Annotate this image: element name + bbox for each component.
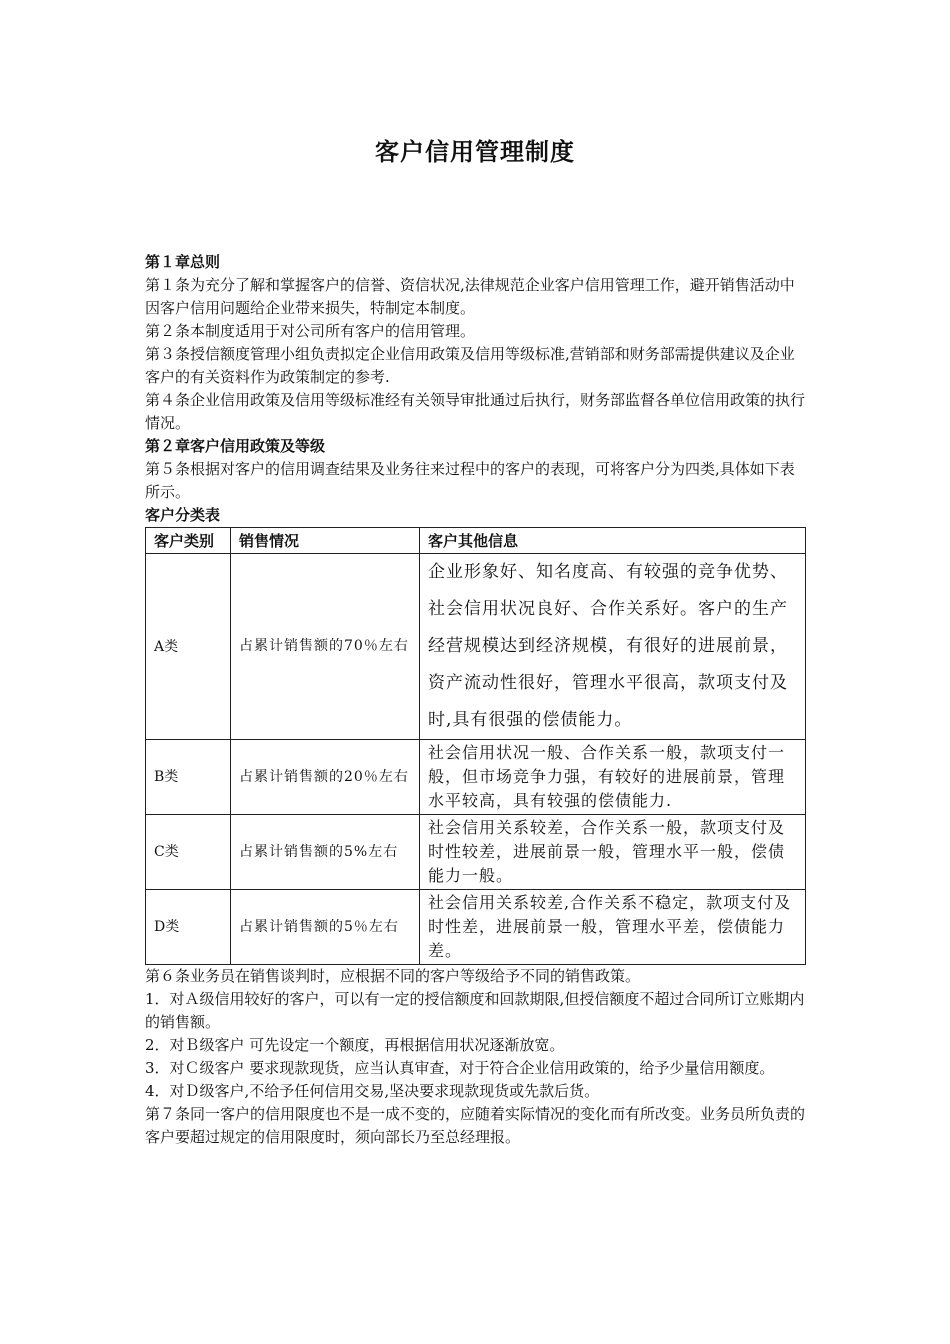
header-info: 客户其他信息 (420, 528, 806, 554)
info-cell: 社会信用关系较差,合作关系不稳定，款项支付及时性差，进展前景一般，管理水平差，偿债能力差。 (420, 890, 806, 965)
article-2: 第２条本制度适用于对公司所有客户的信用管理。 (145, 322, 476, 340)
policy-item-4: 4．对Ｄ级客户,不给予任何信用交易,坚决要求现款现货或先款后货。 (145, 1082, 600, 1100)
article-6: 第６条业务员在销售谈判时，应根据不同的客户等级给予不同的销售政策。 (145, 967, 641, 985)
policy-item-3: 3．对Ｃ级客户 要求现款现货，应当认真审查，对于符合企业信用政策的，给予少量信用额度。 (145, 1059, 775, 1077)
table-row (146, 740, 806, 815)
info-cell: 企业形象好、知名度高、有较强的竞争优势、社会信用状况良好、合作关系好。客户的生产经营规模达到经济规模，有很好的进展前景，资产流动性很好，管理水平很高，款项支付及时,具有很强的偿债能力。 (420, 554, 806, 740)
sales-cell: 占累计销售额的70％左右 (231, 554, 420, 740)
info-cell: 社会信用关系较差，合作关系一般，款项支付及时性较差，进展前景一般，管理水平一般，偿债能力一般。 (420, 815, 806, 890)
category-cell: C类 (146, 815, 231, 890)
sales-cell: 占累计销售额的20％左右 (231, 740, 420, 815)
sales-cell: 占累计销售额的5%左右 (231, 815, 420, 890)
chapter-1-heading: 第１章总则 (145, 253, 221, 271)
policy-item-2: 2．对Ｂ级客户 可先设定一个额度，再根据信用状况逐渐放宽。 (145, 1036, 565, 1054)
info-cell: 社会信用状况一般、合作关系一般，款项支付一般，但市场竞争力强，有较好的进展前景，管理水平较高，具有较强的偿债能力. (420, 740, 806, 815)
table-row (146, 815, 806, 890)
article-1: 第１条为充分了解和掌握客户的信誉、资信状况,法律规范企业客户信用管理工作，避开销售活动中因客户信用问题给企业带来损失，特制定本制度。 (145, 276, 795, 317)
document-title: 客户信用管理制度 (375, 138, 575, 166)
customer-classification-table (145, 527, 806, 965)
table-header-row (146, 528, 806, 554)
sales-cell: 占累计销售额的5％左右 (231, 890, 420, 965)
table-caption: 客户分类表 (145, 506, 221, 524)
category-cell: D类 (146, 890, 231, 965)
header-sales: 销售情况 (231, 528, 420, 554)
article-5: 第５条根据对客户的信用调查结果及业务往来过程中的客户的表现，可将客户分为四类,具体如下表所示。 (145, 460, 795, 501)
chapter-2-heading: 第２章客户信用政策及等级 (145, 437, 326, 455)
policy-item-1: 1．对Ａ级信用较好的客户，可以有一定的授信额度和回款期限,但授信额度不超过合同所订立账期内的销售额。 (145, 990, 805, 1031)
category-cell: A类 (146, 554, 231, 740)
table-row (146, 890, 806, 965)
article-3: 第３条授信额度管理小组负责拟定企业信用政策及信用等级标准,营销部和财务部需提供建议及企业客户的有关资料作为政策制定的参考. (145, 345, 795, 386)
header-category: 客户类别 (146, 528, 231, 554)
category-cell: B类 (146, 740, 231, 815)
article-4: 第４条企业信用政策及信用等级标准经有关领导审批通过后执行，财务部监督各单位信用政策的执行情况。 (145, 391, 806, 432)
table-row (146, 554, 806, 740)
article-7: 第７条同一客户的信用限度也不是一成不变的，应随着实际情况的变化而有所改变。业务员所负责的客户要超过规定的信用限度时，须向部长乃至总经理报。 (145, 1105, 806, 1146)
document-body (145, 251, 807, 1149)
